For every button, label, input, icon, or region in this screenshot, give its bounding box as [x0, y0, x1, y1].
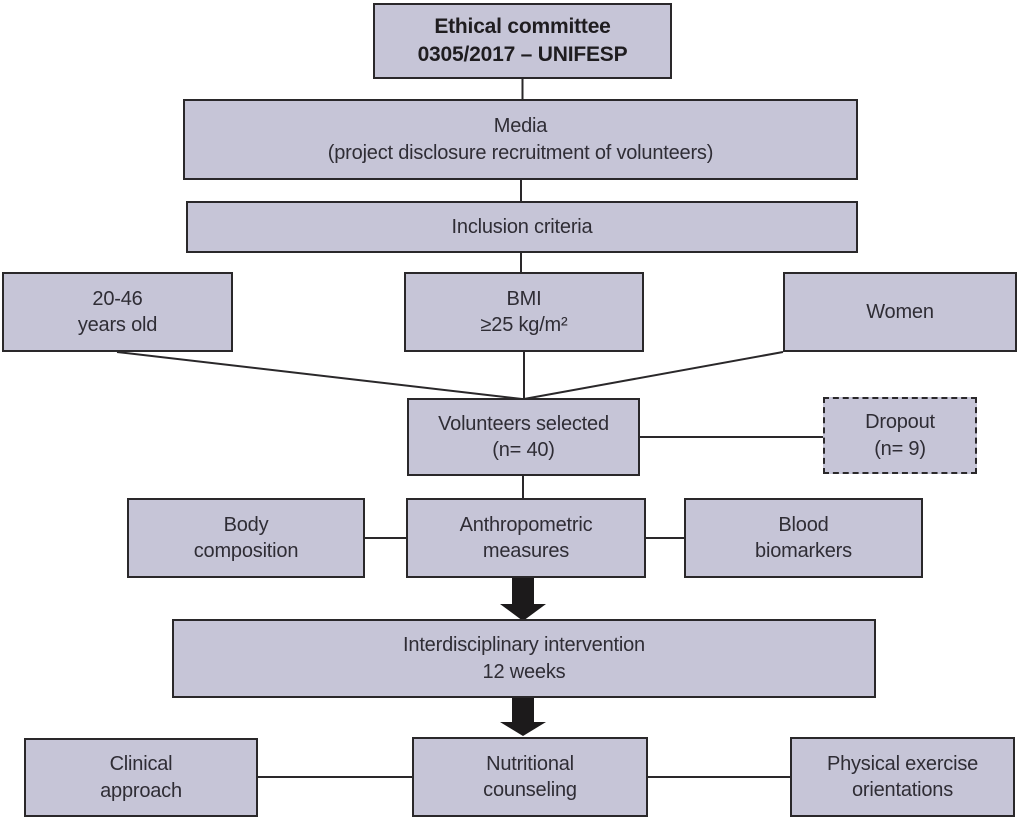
node-physical-exercise-orientations	[790, 737, 1015, 817]
node-text: Clinical	[109, 753, 173, 776]
node-text: Anthropometric	[459, 513, 593, 536]
node-anthropometric-measures	[406, 498, 646, 578]
node-text: 12 weeks	[482, 660, 566, 683]
node-text: Physical exercise	[826, 752, 979, 775]
connector-women-volunteers	[524, 352, 783, 399]
node-text: BMI	[506, 287, 542, 310]
node-text: (n= 40)	[492, 439, 555, 461]
thick-down-arrow-icon	[500, 578, 546, 621]
node-text: biomarkers	[755, 540, 852, 562]
node-text: Media	[493, 115, 548, 138]
thick-down-arrow-icon	[500, 698, 546, 736]
node-ethical-committee	[373, 3, 672, 79]
node-women-criterion	[783, 272, 1017, 352]
connector-age-volunteers	[117, 352, 522, 399]
node-text: Volunteers selected	[438, 412, 609, 435]
node-interdisciplinary-intervention	[172, 619, 876, 698]
node-text: composition	[193, 540, 299, 562]
node-text: Ethical committee	[434, 15, 611, 39]
node-text: Interdisciplinary intervention	[403, 634, 645, 657]
node-nutritional-counseling	[412, 737, 648, 817]
node-text: Nutritional	[486, 752, 574, 775]
node-volunteers-selected	[407, 398, 640, 476]
node-text: 20-46	[92, 287, 143, 310]
node-text: years old	[77, 314, 158, 336]
node-inclusion-criteria	[186, 201, 858, 253]
node-blood-biomarkers	[684, 498, 923, 578]
node-media	[183, 99, 858, 180]
node-text: counseling	[483, 779, 577, 801]
node-text: Inclusion criteria	[451, 215, 593, 238]
node-text: Blood	[778, 513, 829, 536]
node-body-composition	[127, 498, 365, 578]
node-text: 0305/2017 – UNIFESP	[417, 43, 628, 66]
node-age-criterion	[2, 272, 233, 352]
node-text: (project disclosure recruitment of volunteers)	[327, 141, 714, 164]
node-text: orientations	[852, 779, 953, 801]
node-text: measures	[482, 540, 570, 562]
node-text: Women	[866, 300, 934, 323]
node-clinical-approach	[24, 738, 258, 817]
node-text: approach	[100, 779, 182, 802]
node-bmi-criterion	[404, 272, 644, 352]
node-text: ≥25 kg/m²	[480, 314, 568, 336]
node-text: Body	[223, 513, 269, 536]
node-dropout	[823, 397, 977, 474]
node-text: Dropout	[865, 411, 935, 434]
node-text: (n= 9)	[874, 437, 926, 460]
